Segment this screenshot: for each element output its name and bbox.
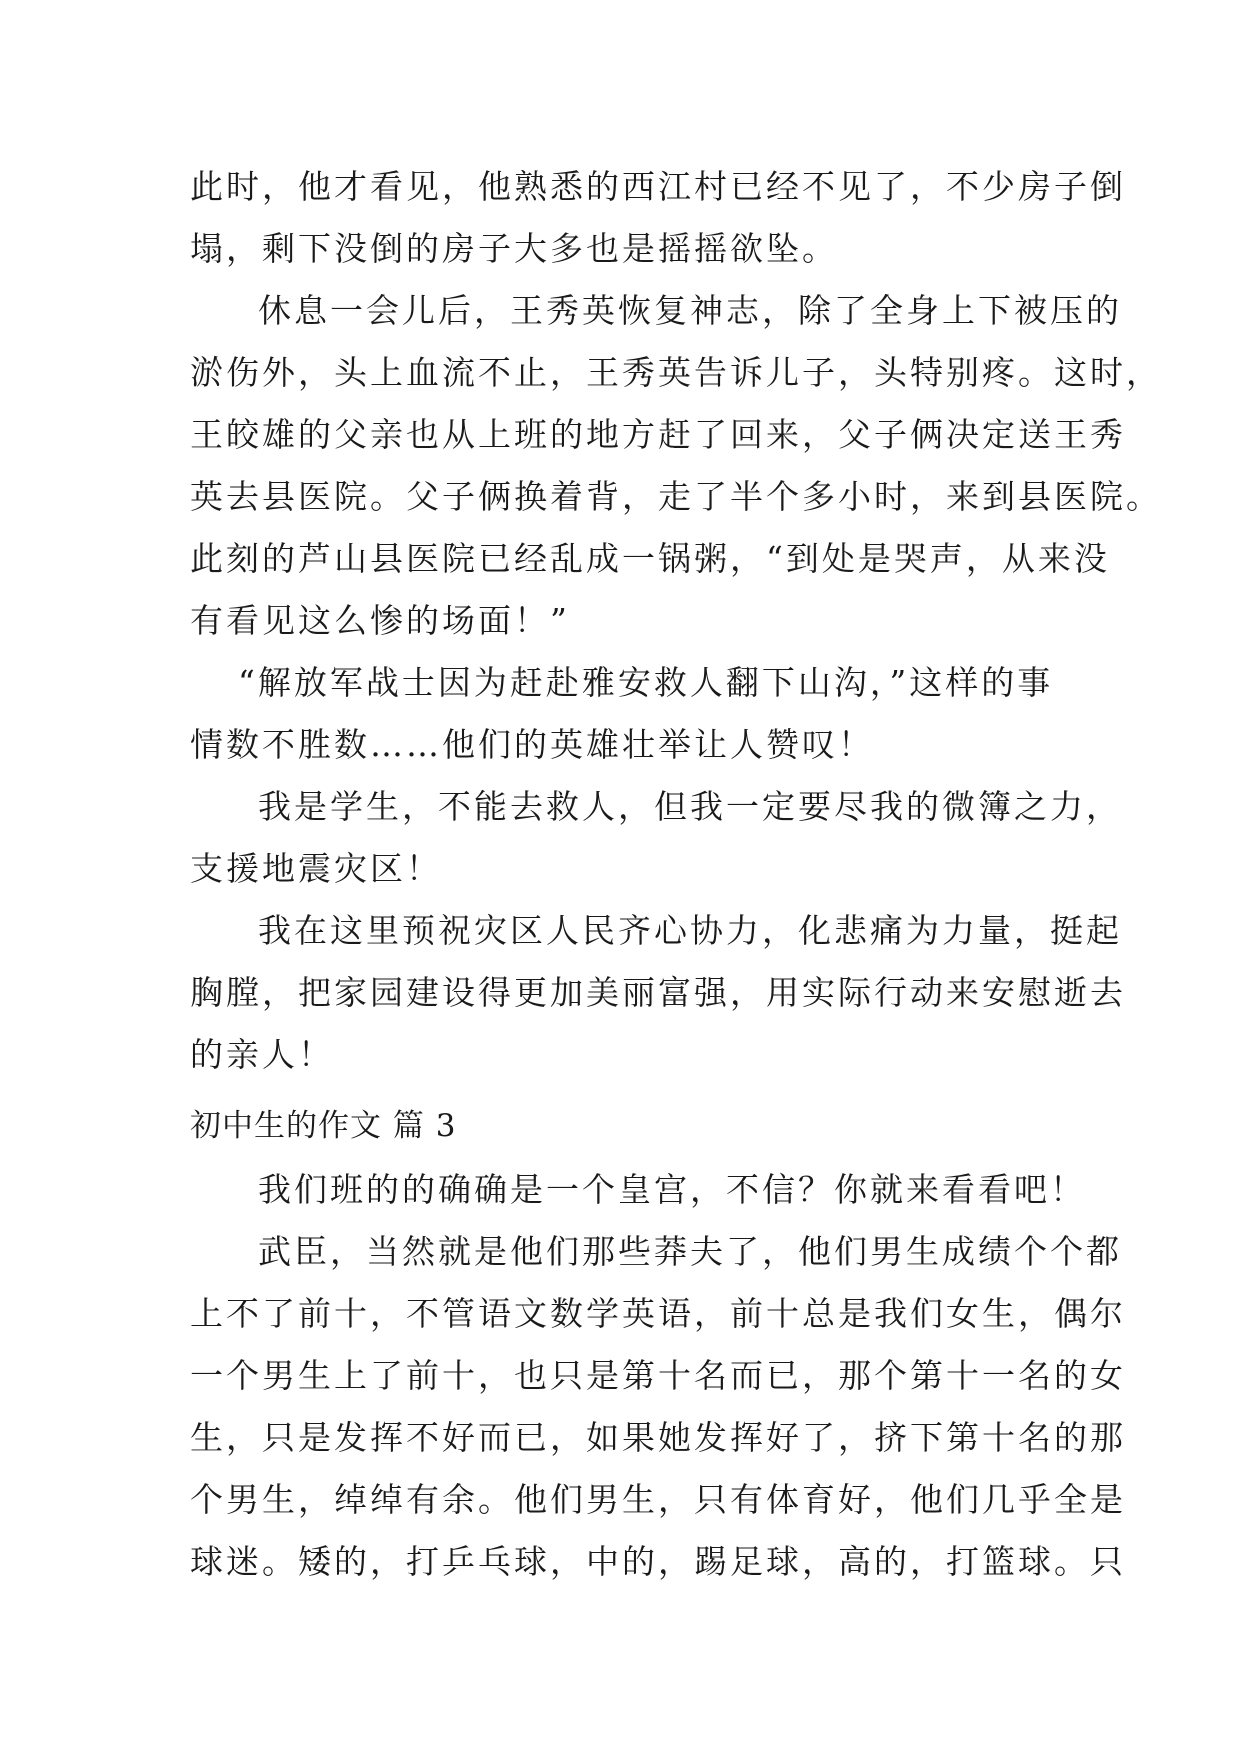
text-line: 上不了前十，不管语文数学英语，前十总是我们女生，偶尔 bbox=[190, 1294, 1126, 1333]
text-line: 个男生，绰绰有余。他们男生，只有体育好，他们几乎全是 bbox=[190, 1480, 1126, 1519]
text-line: 淤伤外，头上血流不止，王秀英告诉儿子，头特别疼。这时， bbox=[190, 353, 1162, 392]
text-line: 此时，他才看见，他熟悉的西江村已经不见了，不少房子倒 bbox=[190, 167, 1126, 206]
text-line: 塌，剩下没倒的房子大多也是摇摇欲坠。 bbox=[190, 229, 838, 268]
text-line: 武臣，当然就是他们那些莽夫了，他们男生成绩个个都 bbox=[258, 1232, 1122, 1271]
text-line: 生，只是发挥不好而已，如果她发挥好了，挤下第十名的那 bbox=[190, 1418, 1126, 1457]
text-line: 我们班的的确确是一个皇宫，不信？你就来看看吧！ bbox=[258, 1170, 1086, 1209]
text-line: 胸膛，把家园建设得更加美丽富强，用实际行动来安慰逝去 bbox=[190, 973, 1126, 1012]
section-2-heading: 初中生的作文 篇 3 bbox=[190, 1108, 457, 1144]
text-line: 休息一会儿后，王秀英恢复神志，除了全身上下被压的 bbox=[258, 291, 1122, 330]
text-line: 的亲人！ bbox=[190, 1035, 334, 1074]
text-line: 情数不胜数……他们的英雄壮举让人赞叹！ bbox=[190, 725, 874, 764]
text-line: 球迷。矮的，打乒乓球，中的，踢足球，高的，打篮球。只 bbox=[190, 1542, 1126, 1581]
text-line: 我是学生，不能去救人，但我一定要尽我的微簿之力， bbox=[258, 787, 1122, 826]
text-line: 王皎雄的父亲也从上班的地方赶了回来，父子俩决定送王秀 bbox=[190, 415, 1126, 454]
text-line: 支援地震灾区！ bbox=[190, 849, 442, 888]
text-line: 有看见这么惨的场面！” bbox=[190, 601, 570, 640]
section-2-body bbox=[190, 1159, 1126, 1593]
text-line: 我在这里预祝灾区人民齐心协力，化悲痛为力量，挺起 bbox=[258, 911, 1122, 950]
section-1-body bbox=[190, 156, 1162, 1086]
text-line: 一个男生上了前十，也只是第十名而已，那个第十一名的女 bbox=[190, 1356, 1126, 1395]
text-line: 英去县医院。父子俩换着背，走了半个多小时，来到县医院。 bbox=[190, 477, 1162, 516]
text-line: “解放军战士因为赶赴雅安救人翻下山沟，”这样的事 bbox=[238, 663, 1054, 702]
text-line: 此刻的芦山县医院已经乱成一锅粥，“到处是哭声，从来没 bbox=[190, 539, 1110, 578]
